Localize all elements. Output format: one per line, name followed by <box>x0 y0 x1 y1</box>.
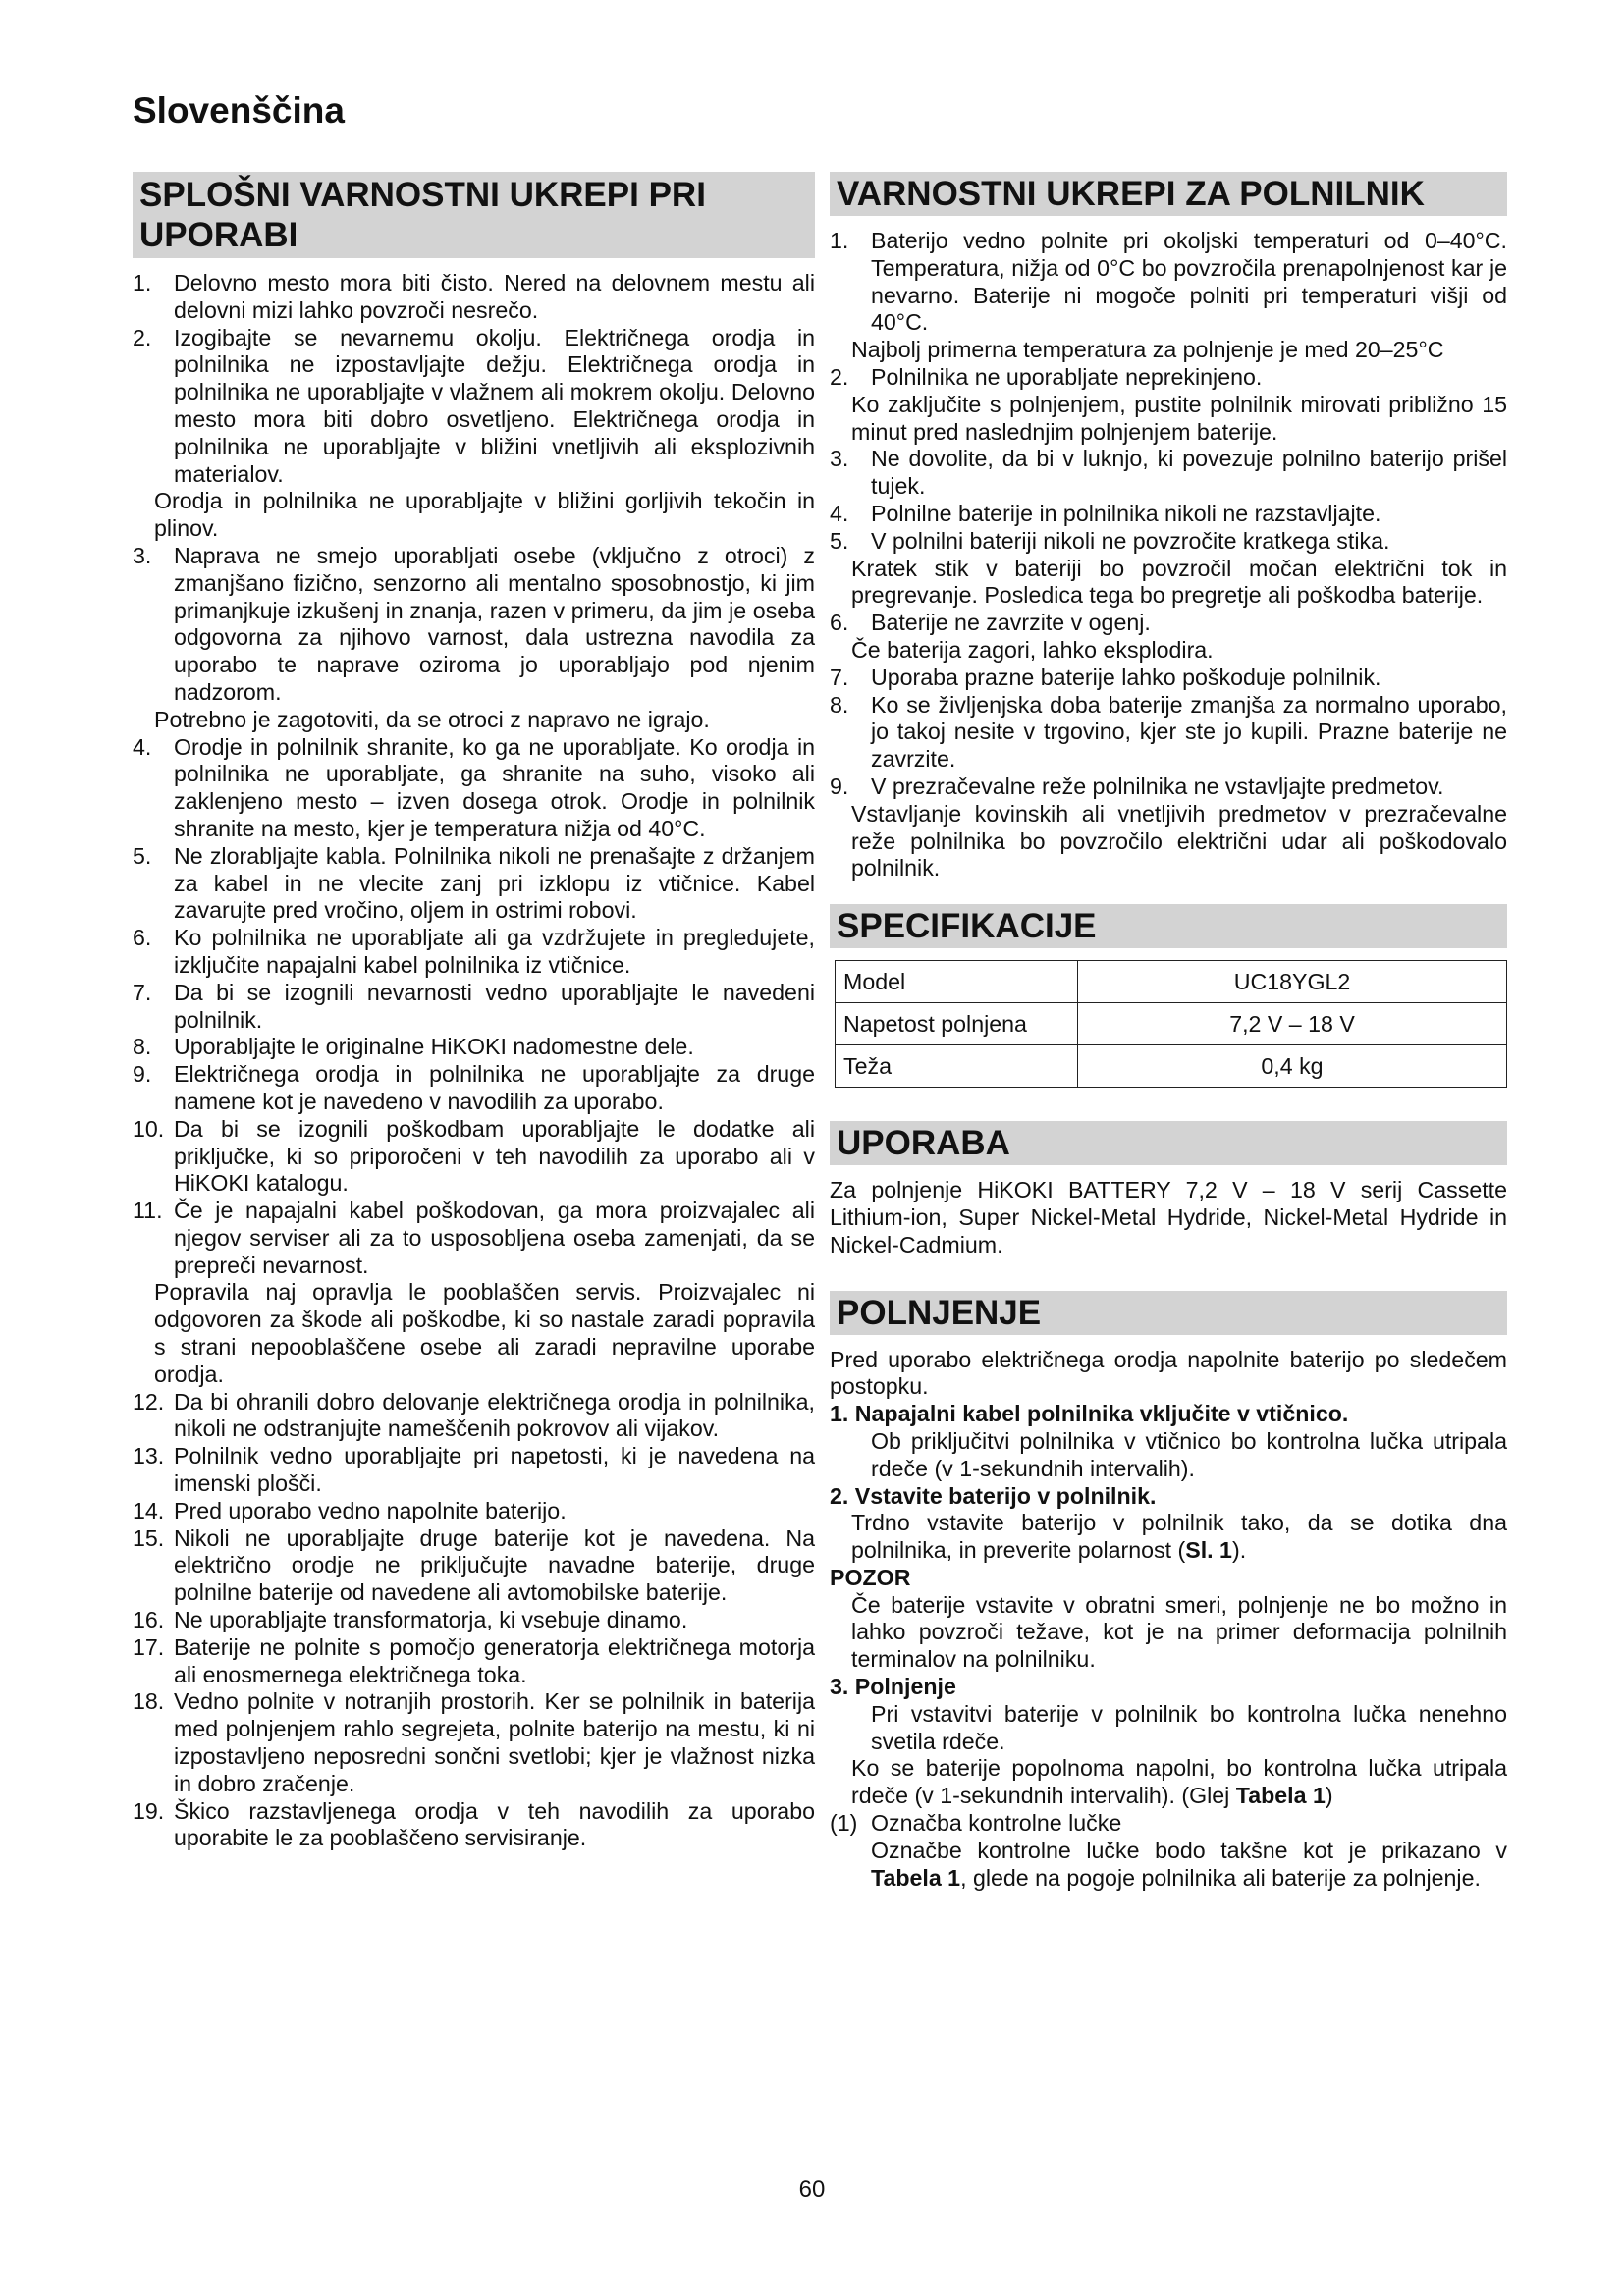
list-item <box>830 692 1507 774</box>
list-item <box>133 1116 815 1198</box>
list-item-note: Ko zaključite s polnjenjem, pustite polnilnik mirovati približno 15 minut pred naslednjim polnjenjem baterije. <box>851 391 1507 445</box>
list-item-text: Uporaba prazne baterije lahko poškoduje polnilnik. <box>871 664 1381 690</box>
list-item-number: 12. <box>133 1388 165 1415</box>
list-item-text: Ne uporabljajte transformatorja, ki vsebuje dinamo. <box>174 1607 688 1633</box>
list-item <box>133 734 815 843</box>
step-2-text-b: ). <box>1231 1537 1247 1564</box>
list-item-number: 3. <box>133 542 152 568</box>
list-item <box>133 1198 815 1279</box>
sub-item-text-a: Označbe kontrolne lučke bodo takšne kot je prikazano v <box>871 1837 1507 1863</box>
use-text: Za polnjenje HiKOKI BATTERY 7,2 V – 18 V serij Cassette Lithium-ion, Super Nickel-Metal Hydride, Nickel-Metal Hydride in Nickel-Cadmium. <box>830 1177 1507 1257</box>
list-item <box>133 1443 815 1498</box>
list-item-number: 14. <box>133 1497 165 1523</box>
caution-label: POZOR <box>830 1564 911 1590</box>
list-item-number: 13. <box>133 1443 165 1469</box>
spec-value: UC18YGL2 <box>1078 961 1507 1003</box>
sub-item-text-b: , glede na pogoje polnilnika ali baterije za polnjenje. <box>960 1864 1481 1891</box>
list-item-text: Nikoli ne uporabljajte druge baterije kot je navedena. Na električno orodje ne priključujte navadne baterije, druge polnilne baterije od navedene ali avtomobilske baterije. <box>174 1524 815 1606</box>
list-item <box>830 774 1507 801</box>
spec-heading: SPECIFIKACIJE <box>830 904 1507 948</box>
list-item-number: 10. <box>133 1115 165 1142</box>
list-item <box>830 665 1507 692</box>
list-item-note: Če baterija zagori, lahko eksplodira. <box>851 636 1214 663</box>
list-item-note: Potrebno je zagotoviti, da se otroci z napravo ne igrajo. <box>154 706 710 732</box>
list-item-number: 8. <box>133 1034 152 1060</box>
list-item-number: 3. <box>830 446 849 472</box>
list-item-note: Vstavljanje kovinskih ali vnetljivih predmetov v prezračevalne reže polnilnika bo povzročilo električni udar ali poškodovalo polnilnik. <box>851 800 1507 881</box>
figure-ref: Sl. 1 <box>1185 1537 1232 1564</box>
list-item <box>830 528 1507 556</box>
sub-item-text <box>871 1838 1507 1893</box>
step-3-extra-a: Ko se baterije popolnoma napolni, bo kontrolna lučka utripala rdeče (v 1-sekundnih intervalih). (Glej <box>851 1755 1507 1809</box>
list-item-text: Baterije ne polnite s pomočjo generatorja električnega motorja ali enosmernega električnega toka. <box>174 1633 815 1687</box>
table-ref: Tabela 1 <box>871 1864 961 1891</box>
list-item <box>830 228 1507 337</box>
list-item-text: Orodje in polnilnik shranite, ko ga ne uporabljate. Ko orodja in polnilnika ne uporabljate, ga shranite na suho, visoko ali zaklenjeno mesto – izven dosega otrok. Orodje in polnilnik shranite na mesto, kjer je temperatura nižja od 40°C. <box>174 733 815 841</box>
sub-item-1 <box>830 1810 1507 1892</box>
right-column <box>830 172 1507 1892</box>
list-item-note: Orodja in polnilnika ne uporabljajte v bližini gorljivih tekočin in plinov. <box>154 488 815 542</box>
list-item-number: 6. <box>830 610 849 636</box>
list-item-text: V polnilni bateriji nikoli ne povzročite kratkega stika. <box>871 527 1390 554</box>
list-item <box>830 610 1507 637</box>
list-item-note: Popravila naj opravlja le pooblaščen servis. Proizvajalec ni odgovoren za škode ali poškodbe, ki so nastale zaradi popravila s strani nepooblaščene osebe ali zaradi nepravilne uporabe orodja. <box>154 1279 815 1387</box>
table-ref: Tabela 1 <box>1235 1783 1326 1809</box>
step-2-text-a: Trdno vstavite baterijo v polnilnik tako, da se dotika dna polnilnika, in preverite polarnost ( <box>851 1510 1507 1564</box>
list-item-number: 9. <box>133 1061 152 1088</box>
list-item-note: Najbolj primerna temperatura za polnjenje je med 20–25°C <box>851 337 1444 363</box>
charge-heading: POLNJENJE <box>830 1291 1507 1335</box>
list-item-number: 16. <box>133 1607 165 1633</box>
list-item-number: 17. <box>133 1633 165 1660</box>
left-column <box>133 172 815 1852</box>
list-item <box>133 1688 815 1797</box>
step-1-text: Ob priključitvi polnilnika v vtičnico bo kontrolna lučka utripala rdeče (v 1-sekundnih intervalih). <box>871 1427 1507 1481</box>
list-item-text: Škico razstavljenega orodja v teh navodilih za uporabo uporabite le za pooblaščeno servisiranje. <box>174 1797 815 1851</box>
list-item-number: 19. <box>133 1797 165 1824</box>
spec-label: Model <box>836 961 1078 1003</box>
list-item-number: 7. <box>133 979 152 1005</box>
spec-table <box>835 960 1507 1088</box>
list-item-number: 9. <box>830 773 849 799</box>
spec-label: Teža <box>836 1045 1078 1088</box>
list-item <box>830 501 1507 528</box>
list-item <box>133 843 815 925</box>
list-item-number: 1. <box>830 228 849 253</box>
step-2-text <box>830 1510 1507 1565</box>
caution-text: Če baterije vstavite v obratni smeri, polnjenje ne bo možno in lahko povzroči težave, kot je na primer deformacija polnilnih terminalov na polnilniku. <box>851 1591 1507 1673</box>
list-item-number: 4. <box>830 500 849 526</box>
list-item-text: Polnilnika ne uporabljate neprekinjeno. <box>871 363 1263 390</box>
list-item-text: Uporabljajte le originalne HiKOKI nadomestne dele. <box>174 1034 694 1060</box>
charging-section <box>830 1347 1507 1893</box>
list-item <box>133 1061 815 1116</box>
list-item-text: Polnilne baterije in polnilnika nikoli ne razstavljajte. <box>871 500 1381 526</box>
sub-item-title: Označba kontrolne lučke <box>871 1810 1122 1837</box>
list-item <box>133 1798 815 1853</box>
list-item <box>133 1607 815 1634</box>
general-safety-list <box>133 270 815 1852</box>
list-item-number: 6. <box>133 925 152 951</box>
list-item-number: 2. <box>133 324 152 350</box>
list-item-number: 18. <box>133 1688 165 1715</box>
list-item-number: 5. <box>830 527 849 554</box>
list-item-number: 15. <box>133 1524 165 1551</box>
list-item-text: Baterijo vedno polnite pri okoljski temperaturi od 0–40°C. Temperatura, nižja od 0°C bo povzročila prenapolnjenost kar je nevarno. Baterije ni mogoče polniti pri temperaturi višji od 40°C. <box>871 228 1507 336</box>
list-item <box>830 364 1507 392</box>
list-item-number: 4. <box>133 733 152 760</box>
table-row <box>836 1045 1507 1088</box>
list-item-number: 8. <box>830 691 849 718</box>
list-item <box>133 1498 815 1525</box>
list-item-text: Naprava ne smejo uporabljati osebe (vključno z otroci) z zmanjšano fizično, senzorno ali mentalno sposobnostjo, ki jim primanjkuje izkušenj in znanja, razen v primeru, da jim je oseba odgovorna za njihovo varnost, dala ustrezna navodila za uporabo te naprave oziroma jo uporabljajo pod njenim nadzorom. <box>174 542 815 705</box>
list-item <box>133 1034 815 1061</box>
list-item-number: 5. <box>133 842 152 869</box>
list-item-text: Električnega orodja in polnilnika ne uporabljajte za druge namene kot je navedeno v navodilih za uporabo. <box>174 1061 815 1114</box>
charger-safety-heading: VARNOSTNI UKREPI ZA POLNILNIK <box>830 172 1507 216</box>
list-item-text: Pred uporabo vedno napolnite baterijo. <box>174 1497 567 1523</box>
step-3-text: Pri vstavitvi baterije v polnilnik bo kontrolna lučka nenehno svetila rdeče. <box>871 1700 1507 1754</box>
table-row <box>836 961 1507 1003</box>
step-2-title: 2. Vstavite baterijo v polnilnik. <box>830 1482 1157 1509</box>
use-heading: UPORABA <box>830 1121 1507 1165</box>
list-item <box>133 1525 815 1607</box>
spec-label: Napetost polnjena <box>836 1003 1078 1045</box>
list-item-note: Kratek stik v bateriji bo povzročil močan električni tok in pregrevanje. Posledica tega bo pregretje ali poškodba baterije. <box>851 555 1507 609</box>
list-item-number: 7. <box>830 664 849 690</box>
list-item <box>133 543 815 707</box>
step-3-extra-b: ) <box>1325 1783 1333 1809</box>
list-item <box>830 446 1507 501</box>
list-item-text: Če je napajalni kabel poškodovan, ga mora proizvajalec ali njegov serviser ali za to usposobljena oseba zamenjati, da se prepreči nevarnost. <box>174 1198 815 1278</box>
charge-intro: Pred uporabo električnega orodja napolnite baterijo po sledečem postopku. <box>830 1346 1507 1400</box>
list-item-number: 2. <box>830 363 849 390</box>
list-item-text: Ko se življenjska doba baterije zmanjša za normalno uporabo, jo takoj nesite v trgovino, kjer ste jo kupili. Prazne baterije ne zavrzite. <box>871 691 1507 773</box>
sub-item-number: (1) <box>830 1810 858 1837</box>
list-item-text: Da bi se izognili nevarnosti vedno uporabljajte le navedeni polnilnik. <box>174 979 815 1033</box>
list-item-text: V prezračevalne reže polnilnika ne vstavljajte predmetov. <box>871 773 1444 799</box>
step-3-title: 3. Polnjenje <box>830 1674 956 1700</box>
list-item-text: Da bi ohranili dobro delovanje električnega orodja in polnilnika, nikoli ne odstranjujte nameščenih pokrovov ali vijakov. <box>174 1388 815 1442</box>
step-1-title: 1. Napajalni kabel polnilnika vključite v vtičnico. <box>830 1401 1349 1427</box>
list-item <box>133 325 815 489</box>
list-item-number: 11. <box>133 1198 163 1224</box>
list-item-text: Izogibajte se nevarnemu okolju. Električnega orodja in polnilnika ne izpostavljajte dežju. Električnega orodja in polnilnika ne uporabljajte v vlažnem ali mokrem okolju. Delovno mesto mora biti dobro osvetljeno. Električnega orodja in polnilnika ne uporabljajte v bližini vnetljivih ali eksplozivnih materialov. <box>174 324 815 487</box>
list-item-text: Ko polnilnika ne uporabljate ali ga vzdržujete in pregledujete, izključite napajalni kabel polnilnika iz vtičnice. <box>174 925 815 978</box>
list-item-text: Ne zlorabljajte kabla. Polnilnika nikoli ne prenašajte z držanjem za kabel in ne vlecite zanj pri izklopu iz vtičnice. Kabel zavarujte pred vročino, oljem in ostrimi robovi. <box>174 842 815 924</box>
charger-safety-list <box>830 228 1507 882</box>
spec-value: 0,4 kg <box>1078 1045 1507 1088</box>
spec-value: 7,2 V – 18 V <box>1078 1003 1507 1045</box>
language-title: Slovenščina <box>133 90 345 131</box>
list-item-number: 1. <box>133 270 152 295</box>
list-item-text: Polnilnik vedno uporabljajte pri napetosti, ki je navedena na imenski plošči. <box>174 1443 815 1497</box>
list-item <box>133 980 815 1035</box>
table-row <box>836 1003 1507 1045</box>
step-3-extra <box>830 1755 1507 1810</box>
list-item <box>133 925 815 980</box>
list-item-text: Vedno polnite v notranjih prostorih. Ker se polnilnik in baterija med polnjenjem rahlo segrejeta, polnite baterijo na mestu, ki ni izpostavljeno neposredni sončni svetlobi; kjer je vlažnost nizka in dobro zračenje. <box>174 1688 815 1796</box>
list-item-text: Baterije ne zavrzite v ogenj. <box>871 610 1151 636</box>
list-item <box>133 1389 815 1444</box>
list-item <box>133 1634 815 1689</box>
list-item <box>133 270 815 325</box>
list-item-text: Ne dovolite, da bi v luknjo, ki povezuje polnilno baterijo prišel tujek. <box>871 446 1507 500</box>
list-item-text: Delovno mesto mora biti čisto. Nered na delovnem mestu ali delovni mizi lahko povzroči nesrečo. <box>174 270 815 323</box>
general-safety-heading: SPLOŠNI VARNOSTNI UKREPI PRI UPORABI <box>133 172 815 258</box>
page-number: 60 <box>798 2176 826 2203</box>
list-item-text: Da bi se izognili poškodbam uporabljajte le dodatke ali priključke, ki so priporočeni v teh navodilih za uporabo ali v HiKOKI katalogu. <box>174 1115 815 1197</box>
